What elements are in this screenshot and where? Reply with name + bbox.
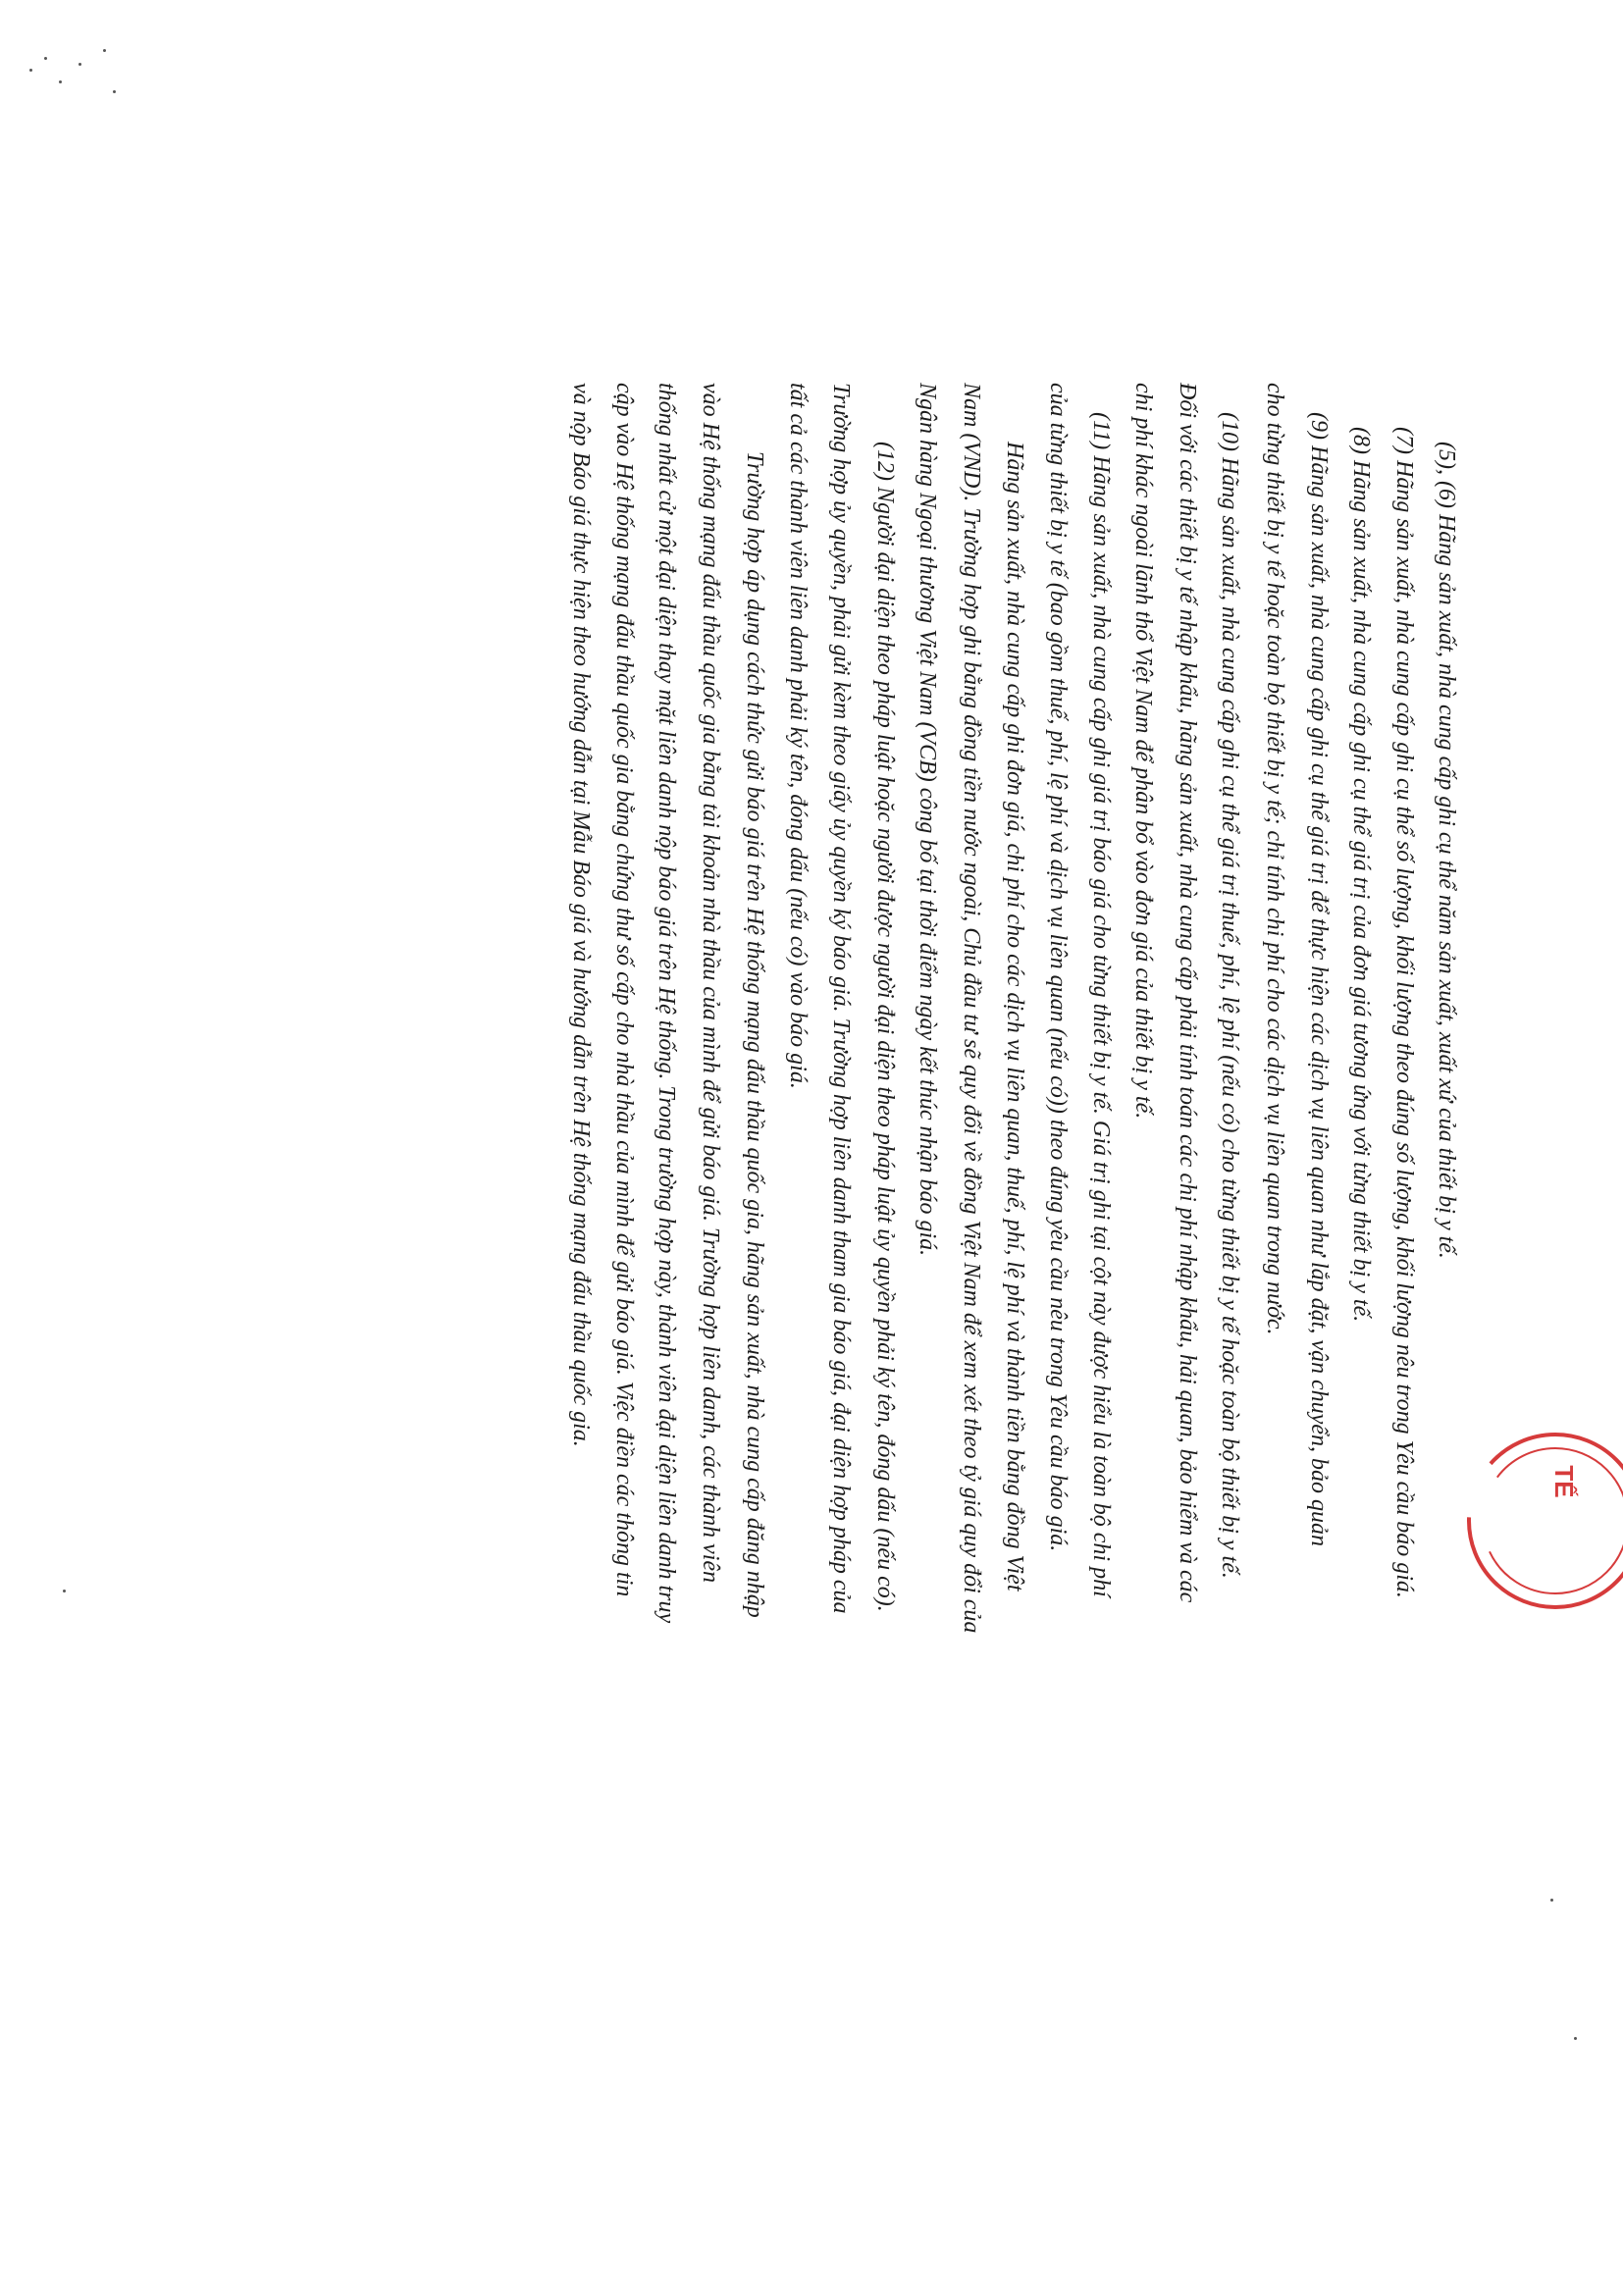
text-line: (9) Hãng sản xuất, nhà cung cấp ghi cụ thể giá trị để thực hiện các dịch vụ liên quan như lắp đặt, vận chuyển, bảo quản [1306,412,1332,1546]
text-line: (7) Hãng sản xuất, nhà cung cấp ghi cụ thể số lượng, khối lượng theo đúng số lượng, khối lượng nêu trong Yêu cầu báo giá. [1391,427,1417,1598]
text-line: (12) Người đại diện theo pháp luật hoặc người được người đại diện theo pháp luật ủy quyền phải ký tên, đóng dấu (nếu có). [872,442,898,1612]
stamp-outer-ring [1469,1435,1623,1607]
text-line: thống nhất cử một đại diện thay mặt liên danh nộp báo giá trên Hệ thống. Trong trường hợp này, thành viên đại diện liên danh truy [654,383,679,1624]
text-line: (11) Hãng sản xuất, nhà cung cấp ghi giá trị báo giá cho từng thiết bị y tế. Giá trị ghi tại cột này được hiểu là toàn bộ chi phí [1088,412,1114,1597]
text-line: Trường hợp áp dụng cách thức gửi báo giá trên Hệ thống mạng đấu thầu quốc gia, hãng sản xuất, nhà cung cấp đăng nhập [742,451,767,1618]
stamp-text: TẾ [1549,1465,1579,1498]
scan-speck [79,63,81,66]
scan-speck [59,80,62,83]
text-line: Hãng sản xuất, nhà cung cấp ghi đơn giá, chi phí cho các dịch vụ liên quan, thuế, phí, lệ phí và thành tiền bằng đồng Việt [1002,442,1027,1592]
text-line: (5), (6) Hãng sản xuất, nhà cung cấp ghi cụ thể năm sản xuất, xuất xứ của thiết bị y tế. [1434,442,1459,1259]
text-line: chi phí khác ngoài lãnh thổ Việt Nam để phân bổ vào đơn giá của thiết bị y tế. [1130,383,1156,1120]
text-line: (10) Hãng sản xuất, nhà cung cấp ghi cụ thể giá trị thuế, phí, lệ phí (nếu có) cho từng thiết bị y tế hoặc toàn bộ thiết bị y tế. [1217,412,1242,1579]
scan-speck [103,49,106,52]
text-line: Ngân hàng Ngoại thương Việt Nam (VCB) công bố tại thời điểm ngày kết thúc nhận báo giá. [915,383,940,1257]
text-line: của từng thiết bị y tế (bao gồm thuế, phí, lệ phí và dịch vụ liên quan (nếu có)) theo đúng yêu cầu nêu trong Yêu cầu báo giá. [1045,383,1071,1552]
scan-speck [1574,2037,1577,2040]
text-line: tất cả các thành viên liên danh phải ký tên, đóng dấu (nếu có) vào báo giá. [785,383,811,1089]
text-line: Nam (VND). Trường hợp ghi bằng đồng tiền nước ngoài, Chủ đầu tư sẽ quy đổi về đồng Việt Nam để xem xét theo tỷ giá quy đổi của [959,383,984,1634]
document-body [29,383,1462,1992]
text-line: cho từng thiết bị y tế hoặc toàn bộ thiết bị y tế; chỉ tính chi phí cho các dịch vụ liên quan trong nước. [1262,383,1287,1335]
text-line: (8) Hãng sản xuất, nhà cung cấp ghi cụ thể giá trị của đơn giá tương ứng với từng thiết bị y tế. [1348,427,1374,1323]
scan-speck [1550,1899,1553,1902]
official-stamp [1457,1423,1623,1619]
text-line: cập vào Hệ thống mạng đấu thầu quốc gia bằng chứng thư số cấp cho nhà thầu của mình để gửi báo giá. Việc điền các thông tin [611,383,637,1597]
scan-speck [29,69,32,72]
text-line: vào Hệ thống mạng đấu thầu quốc gia bằng tài khoản nhà thầu của mình để gửi báo giá. Trường hợp liên danh, các thành viên [698,383,723,1584]
text-line: Trường hợp ủy quyền, phải gửi kèm theo giấy ủy quyền ký báo giá. Trường hợp liên danh tham gia báo giá, đại diện hợp pháp của [828,383,854,1614]
text-block [29,383,1462,1992]
scan-speck [44,57,47,60]
scan-speck [113,90,116,93]
text-line: Đối với các thiết bị y tế nhập khẩu, hãng sản xuất, nhà cung cấp phải tính toán các chi phí nhập khẩu, hải quan, bảo hiểm và các [1175,383,1200,1603]
text-line: và nộp Báo giá thực hiện theo hướng dẫn tại Mẫu Báo giá và hướng dẫn trên Hệ thống mạng đấu thầu quốc gia. [568,383,594,1447]
